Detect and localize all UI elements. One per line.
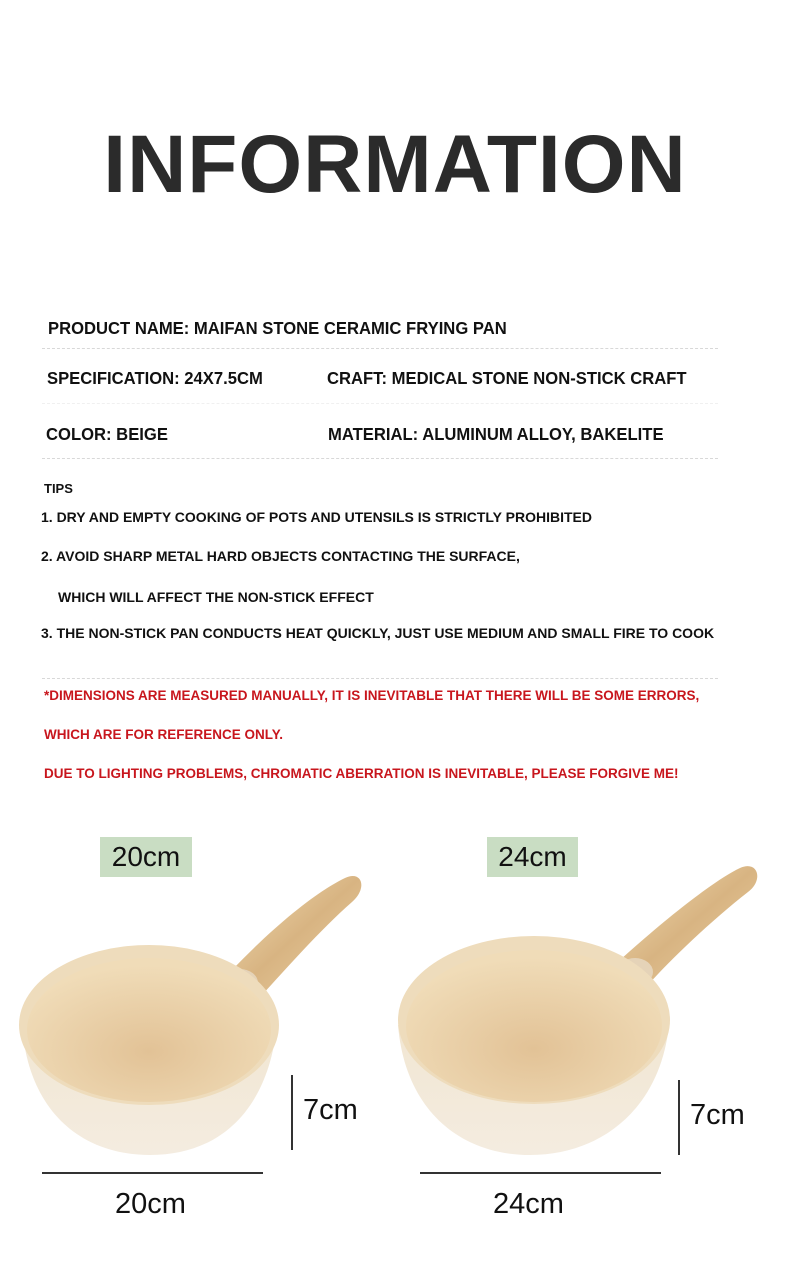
width-label: 20cm [115, 1188, 186, 1220]
width-marker [42, 1172, 263, 1174]
material: MATERIAL: ALUMINUM ALLOY, BAKELITE [328, 424, 664, 444]
specification: SPECIFICATION: 24X7.5CM [47, 368, 263, 388]
notice-text: DUE TO LIGHTING PROBLEMS, CHROMATIC ABERRATION IS INEVITABLE, PLEASE FORGIVE ME! [44, 766, 679, 781]
tip-item: WHICH WILL AFFECT THE NON-STICK EFFECT [58, 589, 374, 605]
tip-item: 3. THE NON-STICK PAN CONDUCTS HEAT QUICKLY, JUST USE MEDIUM AND SMALL FIRE TO COOK [41, 625, 715, 641]
height-label: 7cm [303, 1094, 358, 1126]
page-title: INFORMATION [103, 119, 687, 210]
size-tag: 20cm [100, 837, 192, 877]
height-marker [291, 1075, 293, 1150]
size-tag: 24cm [487, 837, 578, 877]
divider [42, 678, 718, 679]
width-label: 24cm [493, 1188, 564, 1220]
product-name: PRODUCT NAME: MAIFAN STONE CERAMIC FRYING PAN [48, 318, 507, 338]
color: COLOR: BEIGE [46, 424, 168, 444]
height-label: 7cm [690, 1099, 745, 1131]
notice-text: *DIMENSIONS ARE MEASURED MANUALLY, IT IS INEVITABLE THAT THERE WILL BE SOME ERRORS, [44, 688, 700, 703]
pan-images [0, 860, 790, 1170]
divider [42, 403, 718, 404]
divider [42, 348, 718, 349]
width-marker [420, 1172, 661, 1174]
tip-item: 1. DRY AND EMPTY COOKING OF POTS AND UTENSILS IS STRICTLY PROHIBITED [41, 509, 592, 525]
tip-item: 2. AVOID SHARP METAL HARD OBJECTS CONTACTING THE SURFACE, [41, 548, 520, 564]
divider [42, 458, 718, 459]
tips-heading: TIPS [44, 481, 73, 496]
notice-text: WHICH ARE FOR REFERENCE ONLY. [44, 727, 284, 742]
height-marker [678, 1080, 680, 1155]
craft: CRAFT: MEDICAL STONE NON-STICK CRAFT [327, 368, 687, 388]
